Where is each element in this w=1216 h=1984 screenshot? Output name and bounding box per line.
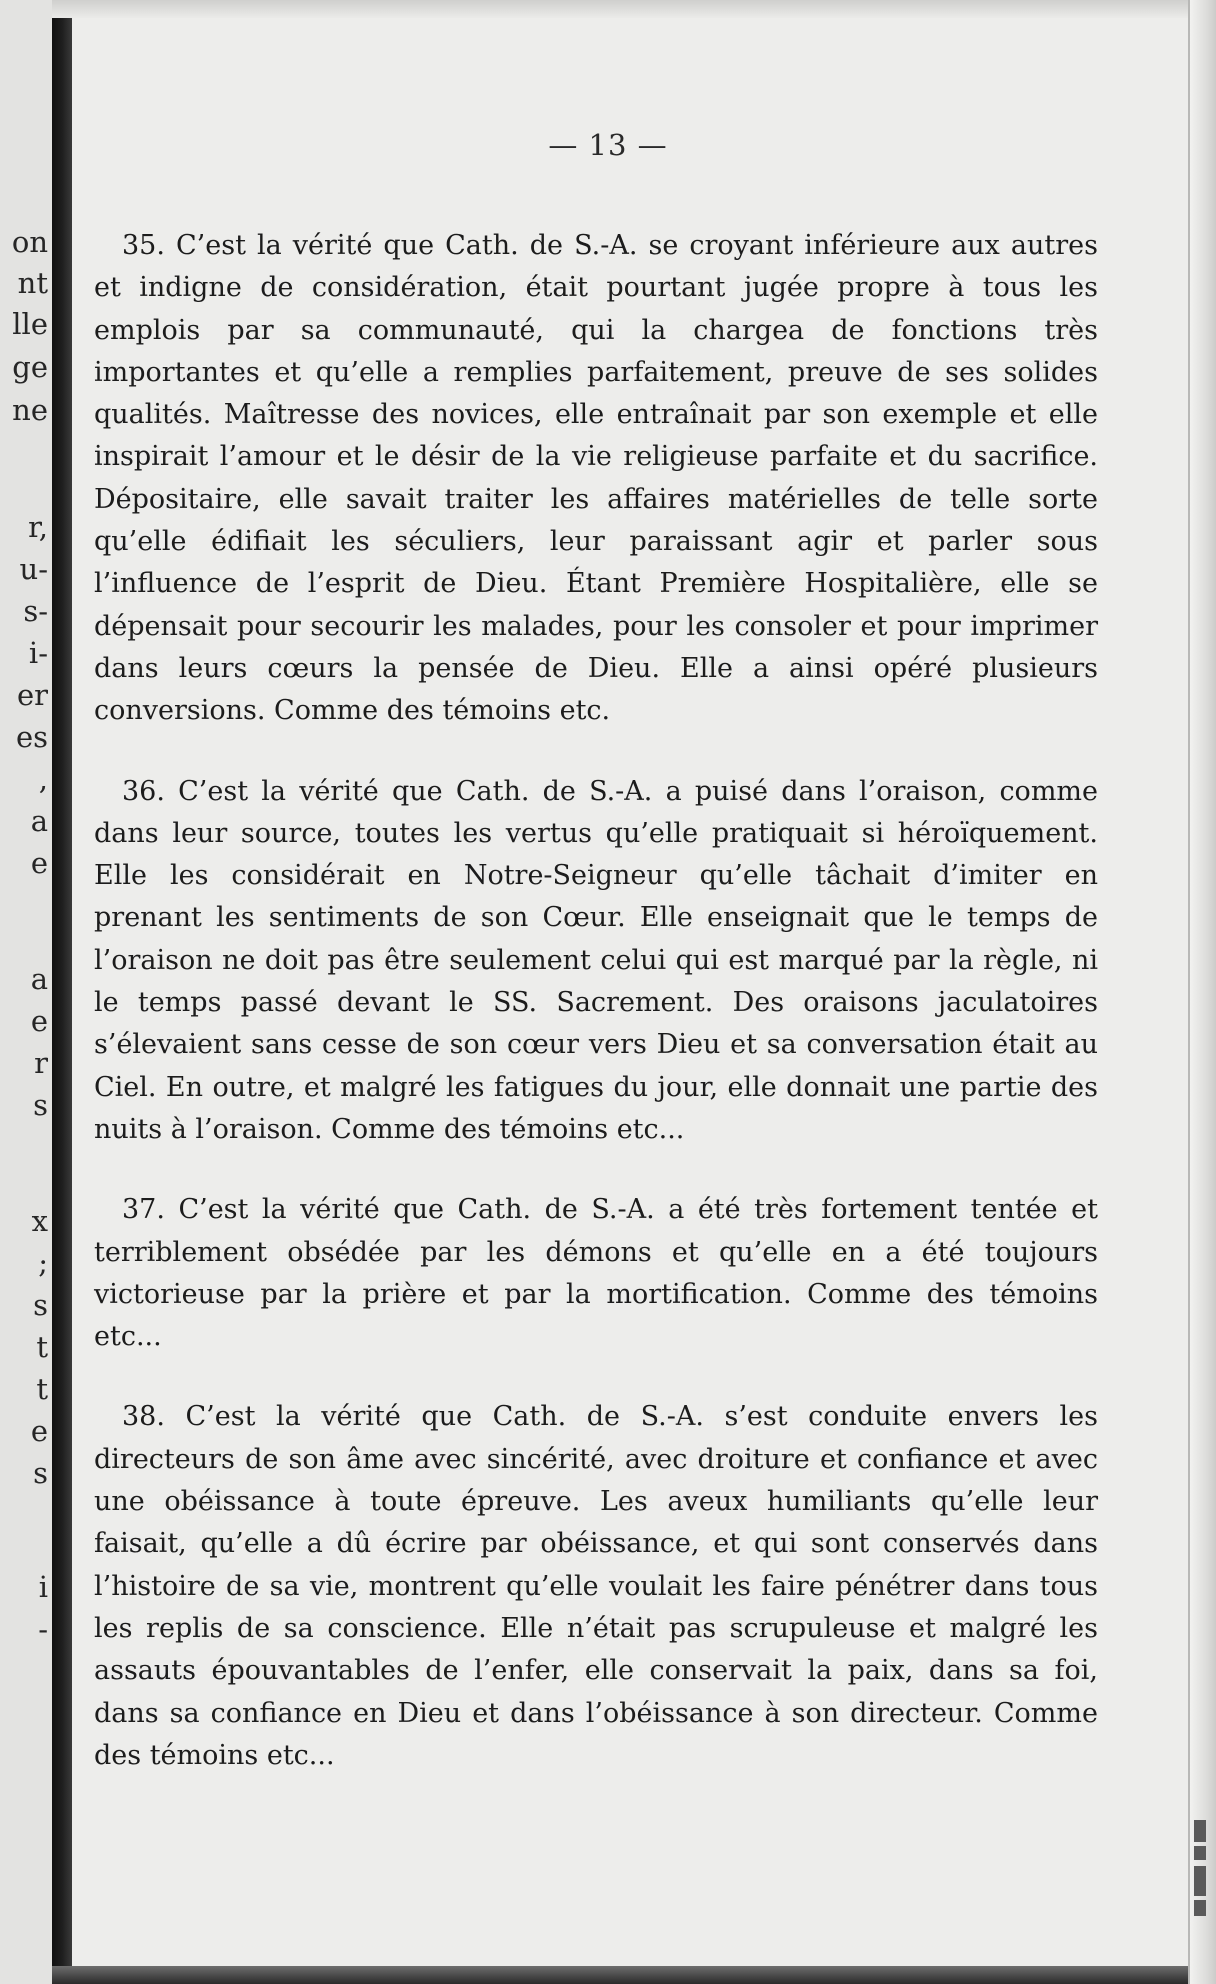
previous-page-fragment: t (36, 1330, 48, 1364)
edge-mark (1194, 1900, 1206, 1916)
page-bottom-shadow (52, 1966, 1188, 1984)
previous-page-fragment: e (30, 1414, 48, 1448)
previous-page-fragment: s- (23, 594, 48, 628)
previous-page-fragment: on (11, 225, 48, 259)
previous-page-fragment: - (38, 1612, 48, 1646)
edge-mark (1194, 1820, 1206, 1842)
previous-page-fragment: e (30, 846, 48, 880)
body-text (94, 225, 1098, 1815)
binding-gutter (52, 0, 72, 1984)
previous-page-fragment: ne (12, 393, 48, 427)
previous-page-fragment: lle (12, 307, 48, 341)
page-right-edge (1188, 0, 1216, 1984)
previous-page-strip (0, 0, 52, 1984)
previous-page-fragment: u- (19, 552, 48, 586)
paragraph-35: 35. C’est la vérité que Cath. de S.-A. se croyant inférieure aux autres et indigne de considération, était pourtant jugée propre à tous les emplois par sa communauté, qui la chargea de fonctions très importantes et qu’elle a remplies parfaitement, preuve de ses solides qualités. Maîtresse des novices, elle entraînait par son exemple et elle inspirait l’amour et le désir de la vie religieuse parfaite et du sacrifice. Dépositaire, elle savait traiter les affaires matérielles de telle sorte qu’elle édifiait les séculiers, leur paraissant agir et parler sous l’influence de l’esprit de Dieu. Étant Première Hospitalière, elle se dépensait pour secourir les malades, pour les consoler et pour imprimer dans leurs cœurs la pensée de Dieu. Elle a ainsi opéré plusieurs conversions. Comme des témoins etc. (94, 230, 1098, 727)
previous-page-fragment: s (33, 1288, 48, 1322)
previous-page-fragment: i (38, 1570, 48, 1604)
previous-page-fragment: a (30, 804, 48, 838)
previous-page-fragment: es (15, 720, 48, 754)
paragraph-37: 37. C’est la vérité que Cath. de S.-A. a été très fortement tentée et terriblement obsédée par les démons et qu’elle en a été toujours victorieuse par la prière et par la mortification. Comme des témoins etc... (94, 1194, 1098, 1353)
previous-page-fragment: s (33, 1088, 48, 1122)
previous-page-fragment: ; (38, 1246, 48, 1280)
page-top-shadow (52, 0, 1216, 18)
previous-page-fragment: i- (28, 636, 48, 670)
edge-mark (1194, 1846, 1206, 1860)
edge-mark (1194, 1866, 1206, 1896)
paragraph-36: 36. C’est la vérité que Cath. de S.-A. a puisé dans l’oraison, comme dans leur source, toutes les vertus qu’elle pratiquait si héroïquement. Elle les considérait en Notre-Seigneur qu’elle tâchait d’imiter en prenant les sentiments de son Cœur. Elle enseignait que le temps de l’oraison ne doit pas être seulement celui qui est marqué par la règle, ni le temps passé devant le SS. Sacrement. Des oraisons jaculatoires s’élevaient sans cesse de son cœur vers Dieu et sa conversation était au Ciel. En outre, et malgré les fatigues du jour, elle donnait une partie des nuits à l’oraison. Comme des témoins etc... (94, 775, 1098, 1145)
previous-page-fragment: e (30, 1004, 48, 1038)
previous-page-fragment: r (34, 1046, 48, 1080)
page-number: — 13 — (548, 128, 668, 162)
previous-page-fragment: s (33, 1456, 48, 1490)
previous-page-fragment: er (16, 678, 48, 712)
paragraph-38: 38. C’est la vérité que Cath. de S.-A. s’est conduite envers les directeurs de son âme avec sincérité, avec droiture et confiance et avec une obéissance à toute épreuve. Les aveux humiliants qu’elle leur faisait, qu’elle a dû écrire par obéissance, et qui sont conservés dans l’histoire de sa vie, montrent qu’elle voulait les faire pénétrer dans tous les replis de sa conscience. Elle n’était pas scrupuleuse et malgré les assauts épouvantables de l’enfer, elle conservait la paix, dans sa foi, dans sa confiance en Dieu et dans l’obéissance à son directeur. Comme des témoins etc... (94, 1401, 1098, 1771)
previous-page-fragment: t (36, 1372, 48, 1406)
previous-page-fragment: nt (17, 266, 48, 300)
previous-page-fragment: x (31, 1204, 48, 1238)
previous-page-fragment: r, (28, 510, 48, 544)
previous-page-fragment: ge (12, 350, 48, 384)
previous-page-fragment: , (38, 762, 48, 796)
previous-page-fragment: a (30, 962, 48, 996)
